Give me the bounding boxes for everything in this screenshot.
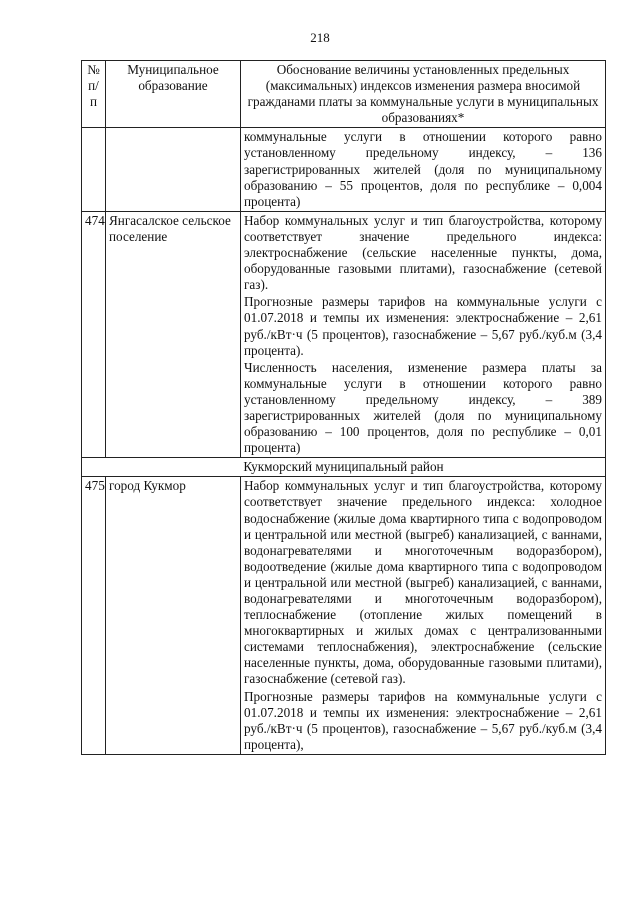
table-row-474 [82, 211, 606, 457]
cell-number: 474 [82, 211, 106, 457]
cell-municipality: город Кукмор [106, 477, 241, 755]
table-header-row [82, 61, 606, 128]
cell-justification [241, 477, 606, 755]
cell-number-empty [82, 128, 106, 211]
section-title: Кукморский муниципальный район [82, 458, 606, 477]
page-number: 218 [310, 30, 330, 45]
table-row-475 [82, 477, 606, 755]
tariff-index-table [81, 60, 606, 755]
cell-justification [241, 128, 606, 211]
cell-municipality: Янгасалское сельское поселение [106, 211, 241, 457]
justification-paragraph: Набор коммунальных услуг и тип благоустройства, которому соответствует значение предельного индекса: холодное водоснабжение (жилые дома квартирного типа с водопроводом и центральной или местной (выгреб) канализацией, с ваннами, водонагревателями и многоточечным водоразбором), водоотведение (жилые дома квартирного типа с водопроводом и центральной или местной (выгреб) канализацией, с ваннами, водонагревателями и многоточечным водоразбором), теплоснабжение (отопление жилых помещений в многоквартирных и жилых домах с централизованными системами теплоснабжения), электроснабжение (сельские населенные пункты, дома, оборудованные газовыми плитами), газоснабжение (сетевой газ). [244, 478, 602, 687]
cell-justification [241, 211, 606, 457]
justification-paragraph: Набор коммунальных услуг и тип благоустройства, которому соответствует значение предельного индекса: электроснабжение (сельские населенные пункты, дома, оборудованные газовыми плитами), газоснабжение (сетевой газ). [244, 212, 602, 293]
justification-paragraph: Прогнозные размеры тарифов на коммунальные услуги с 01.07.2018 и темпы их изменения: электроснабжение – 2,61 руб./кВт·ч (5 процентов), газоснабжение – 5,67 руб./куб.м (3,4 процента). [244, 294, 602, 358]
header-municipality: Муниципальное образование [106, 61, 241, 128]
table-row-continuation [82, 128, 606, 211]
justification-paragraph: Прогнозные размеры тарифов на коммунальные услуги с 01.07.2018 и темпы их изменения: электроснабжение – 2,61 руб./кВт·ч (5 процентов), газоснабжение – 5,67 руб./куб.м (3,4 процента), [244, 688, 602, 752]
header-number: № п/п [82, 61, 106, 128]
section-row-kukmor [82, 458, 606, 477]
justification-paragraph: Численность населения, изменение размера платы за коммунальные услуги в отношении которого равно установленному предельному индексу, – 389 зарегистрированных жителей (доля по муниципальному образованию – 100 процентов, доля по республике – 0,01 процента) [244, 359, 602, 456]
cell-municipality-empty [106, 128, 241, 211]
justification-paragraph: коммунальные услуги в отношении которого равно установленному предельному индексу, – 136 зарегистрированных жителей (доля по муниципальному образованию – 55 процентов, доля по республике – 0,004 процента) [244, 129, 602, 209]
cell-number: 475 [82, 477, 106, 755]
header-justification: Обоснование величины установленных предельных (максимальных) индексов изменения размера вносимой гражданами платы за коммунальные услуги в муниципальных образованиях* [241, 61, 606, 128]
